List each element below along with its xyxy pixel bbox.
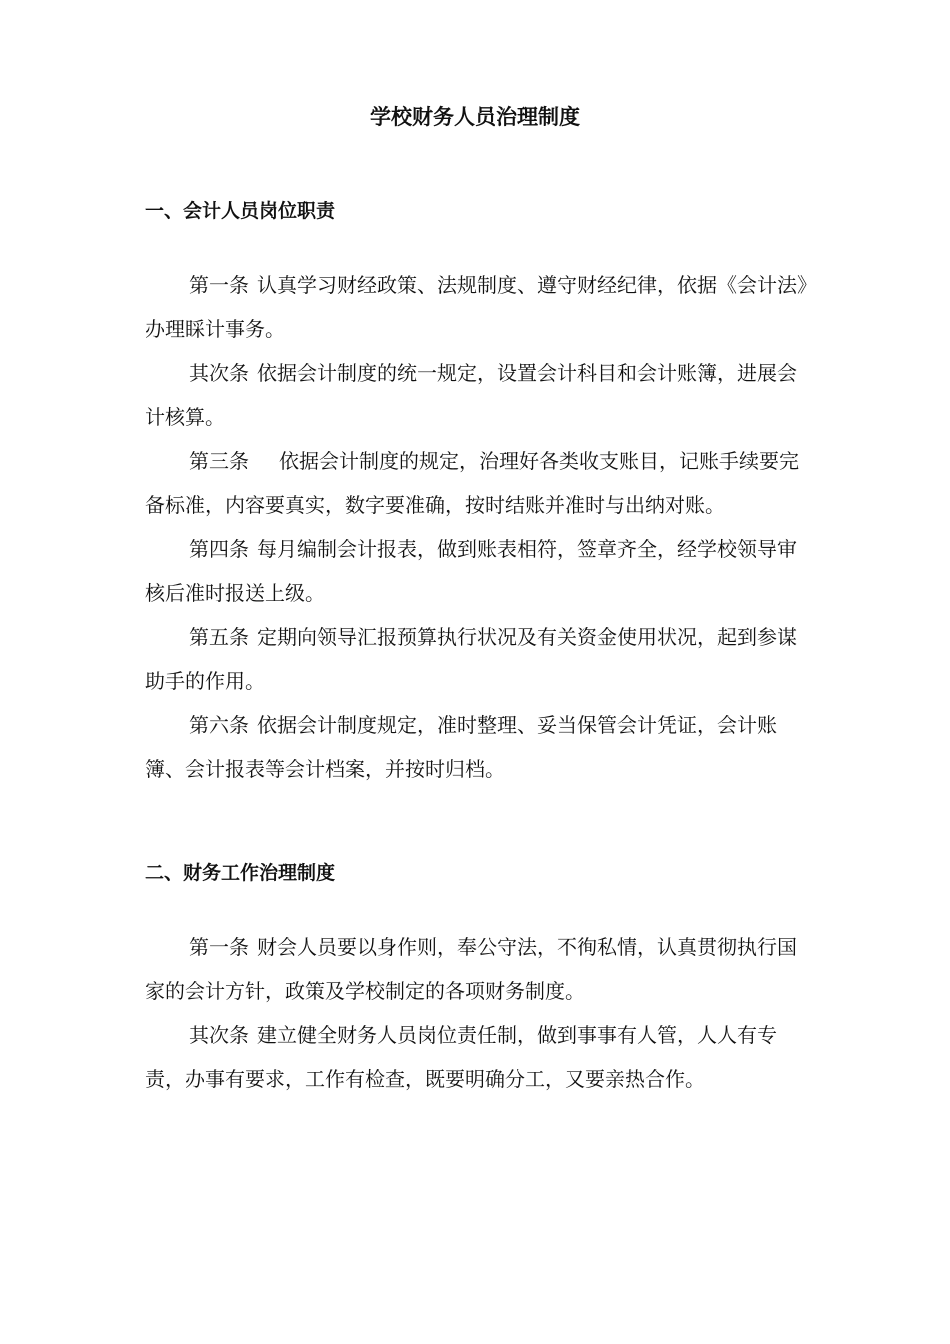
article-paragraph — [145, 925, 813, 1013]
article-paragraph — [145, 527, 813, 615]
article-text: 认真学习财经政策、法规制度、遵守财经纪律，依据《会计法》办理睬计事务。 — [145, 273, 807, 341]
article-text: 依据会计制度规定，准时整理、妥当保管会计凭证，会计账簿、会计报表等会计档案，并按时归档。 — [145, 713, 777, 781]
article-text: 定期向领导汇报预算执行状况及有关资金使用状况，起到参谋助手的作用。 — [145, 625, 797, 693]
article-list — [145, 263, 825, 791]
section-finance-management — [145, 858, 825, 1101]
article-number: 第一条 — [189, 935, 249, 959]
article-text: 建立健全财务人员岗位责任制，做到事事有人管，人人有专责，办事有要求，工作有检查，既要明确分工，又要亲热合作。 — [145, 1023, 777, 1091]
article-paragraph — [145, 263, 813, 351]
article-paragraph — [145, 439, 813, 527]
article-number: 第五条 — [189, 625, 249, 649]
section-heading: 一、会计人员岗位职责 — [145, 200, 336, 222]
article-paragraph — [145, 703, 813, 791]
article-number: 第三条 — [189, 449, 249, 473]
article-number: 第一条 — [189, 273, 249, 297]
article-text: 每月编制会计报表，做到账表相符，签章齐全，经学校领导审核后准时报送上级。 — [145, 537, 797, 605]
article-number: 第四条 — [189, 537, 249, 561]
article-list — [145, 925, 825, 1101]
document-title: 学校财务人员治理制度 — [370, 105, 580, 129]
article-number: 第六条 — [189, 713, 249, 737]
article-paragraph — [145, 351, 813, 439]
section-heading: 二、财务工作治理制度 — [145, 862, 336, 884]
article-text: 依据会计制度的规定，治理好各类收支账目，记账手续要完备标准，内容要真实，数字要准确，按时结账并准时与出纳对账。 — [145, 449, 799, 517]
article-text: 财会人员要以身作则，奉公守法，不徇私情，认真贯彻执行国家的会计方针，政策及学校制定的各项财务制度。 — [145, 935, 797, 1003]
article-text: 依据会计制度的统一规定，设置会计科目和会计账簿，进展会计核算。 — [145, 361, 797, 429]
section-job-duties — [145, 196, 825, 791]
article-number: 其次条 — [189, 361, 249, 385]
article-number: 其次条 — [189, 1023, 249, 1047]
article-paragraph — [145, 615, 813, 703]
article-paragraph — [145, 1013, 813, 1101]
